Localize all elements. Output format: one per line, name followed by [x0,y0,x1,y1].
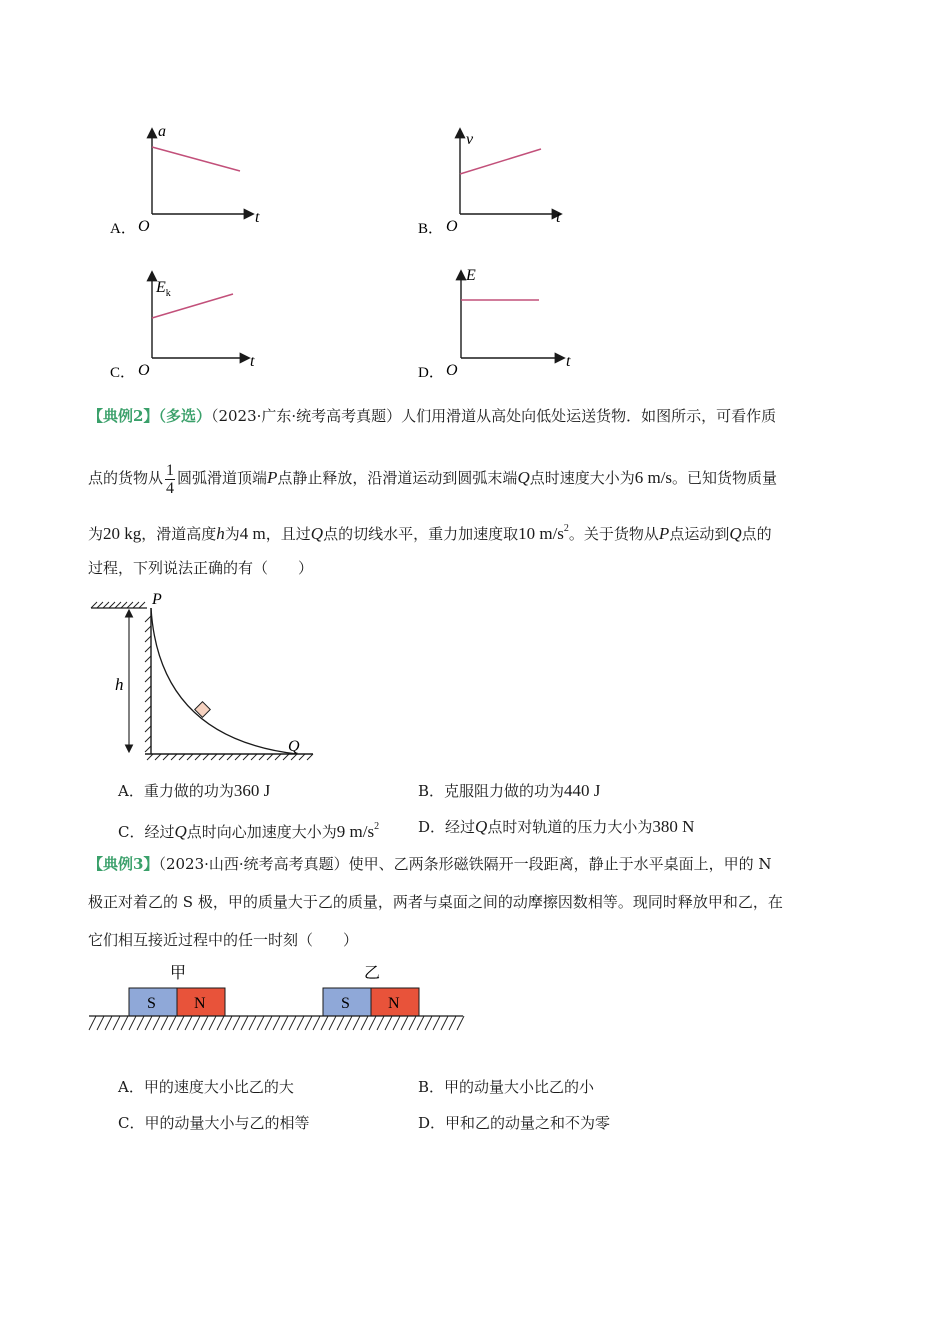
quarter-fraction: $\frac{1}{4}$ [166,461,175,497]
q3-line-3: 它们相互接近过程中的任一时刻（ ） [88,931,359,949]
slide-figure [85,588,325,763]
svg-text:N: N [194,995,206,1012]
q3-option-c[interactable]: C．甲的动量大小与乙的相等 [118,1114,310,1132]
svg-text:S: S [147,995,156,1012]
x-axis-label: t [255,209,260,226]
table-hatch [89,1016,464,1030]
q3-tag: 【典例3】 [88,855,159,873]
q2-multi-select: （多选） [158,407,211,425]
q3-option-b[interactable]: B．甲的动量大小比乙的小 [418,1078,595,1096]
option-letter: A． [110,221,136,237]
label-h: h [115,675,124,694]
q2-line-3: 为20 kg，滑道高度h为4 m，且过Q点的切线水平，重力加速度取10 $m/s^2$。关于货物从P点运动到Q点的 [88,523,772,543]
label-jia: 甲 [170,965,187,982]
origin-label: O [138,362,150,379]
top-hatch [91,602,145,608]
y-axis-label: a [158,123,166,140]
q2-option-d[interactable]: D．经过Q点时对轨道的压力大小为380 N [418,817,695,836]
label-yi: 乙 [364,965,381,982]
option-letter: C． [110,365,136,381]
magnet-figure [86,958,468,1036]
q2-line-1: 【典例2】（多选）（2023·广东·统考高考真题）人们用滑道从高处向低处运送货物．如图所示，可看作质 [88,407,777,425]
graph-line [152,294,233,318]
q2-option-a[interactable]: A．重力做的功为360 J [118,781,271,800]
graph-d [408,262,588,386]
q2-line-4: 过程，下列说法正确的有（ ） [88,559,314,577]
speed-value: 6 m/s [634,468,673,487]
label-Q: Q [288,738,300,755]
q2-option-b[interactable]: B．克服阻力做的功为440 J [418,781,601,800]
origin-label: O [138,218,150,235]
option-letter: B． [418,221,444,237]
graph-c [100,265,280,385]
origin-label: O [446,362,458,379]
q2-tag: 【典例2】 [88,407,159,425]
quarter-arc [151,608,297,754]
q3-line-2: 极正对着乙的 S 极，甲的质量大于乙的质量，两者与桌面之间的动摩擦因数相等。现同时释放甲和乙，在 [88,893,783,911]
svg-text:N: N [388,995,400,1012]
height-value: 4 m [239,524,266,543]
origin-label: O [446,218,458,235]
mass-value: 20 kg [103,524,142,543]
graph-line [152,147,240,171]
x-axis-label: t [250,353,255,370]
graph-line [460,149,541,174]
gravity-value: 10 $m/s^2$ [518,523,569,543]
x-axis-label: t [566,353,571,370]
x-axis-label: t [556,209,561,226]
label-P: P [152,591,162,608]
y-axis-label: $E_k$ [156,279,171,299]
q3-option-a[interactable]: A．甲的速度大小比乙的大 [118,1078,294,1096]
q3-option-d[interactable]: D．甲和乙的动量之和不为零 [418,1114,611,1132]
y-axis-label: v [466,131,474,148]
q3-line-1: 【典例3】（2023·山西·统考高考真题）使甲、乙两条形磁铁隔开一段距离，静止于水平桌面上，甲的 N [88,855,772,873]
option-letter: D． [418,365,444,381]
graph-b [408,118,588,243]
q2-option-c[interactable]: C．经过Q点时向心加速度大小为9 $m/s^2$ [118,821,380,841]
q2-line-2: 点的货物从 $\frac{1}{4}$ 圆弧滑道顶端P点静止释放，沿滑道运动到圆弧末端Q点时速度大小为6 m/s。已知货物质量 [88,461,778,497]
svg-text:S: S [341,995,350,1012]
y-axis-label: E [466,267,476,284]
wall-hatch [145,616,151,752]
graph-a [100,118,280,243]
